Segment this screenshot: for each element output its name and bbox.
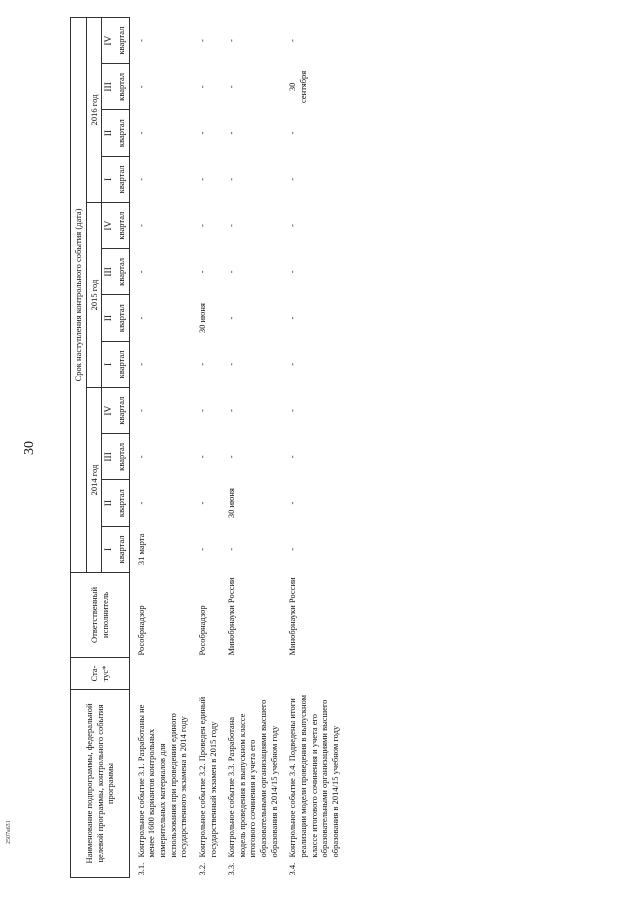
row-deadline-cell: - — [226, 455, 237, 459]
row-deadline-cell: - — [135, 501, 146, 505]
quarter-header-cell — [102, 388, 130, 434]
quarter-header-cell — [102, 341, 130, 387]
quarter-numeral: II — [104, 314, 115, 322]
row-status — [129, 658, 191, 690]
quarter-numeral: I — [104, 547, 115, 551]
row-deadline-cell: - — [287, 270, 298, 274]
header-year-2016: 2016 год — [86, 17, 102, 202]
row-deadline-cell: - — [135, 316, 146, 320]
row-deadline-cell: - — [226, 224, 237, 228]
row-deadline-cell: 30 июня — [226, 488, 237, 519]
quarter-numeral: III — [104, 452, 115, 462]
row-status — [191, 658, 220, 690]
row-number: 3.4. — [287, 862, 298, 876]
row-deadline-cell: - — [135, 39, 146, 43]
quarter-header-cell — [102, 110, 130, 156]
row-event-name: Контрольное событие 3.2. Проведен единый государственный экзамен в 2015 году — [196, 696, 218, 858]
row-deadline-cell: - — [196, 177, 207, 181]
row-deadline-cell: - — [226, 177, 237, 181]
row-deadline-cell: 30 сентября — [287, 70, 308, 103]
header-deadline: Срок наступления контрольного события (дата) — [71, 17, 87, 572]
row-deadline-cell: - — [135, 362, 146, 366]
quarter-numeral: IV — [104, 405, 115, 416]
table-body — [129, 17, 342, 877]
quarter-word: квартал — [116, 26, 127, 55]
row-deadline-cell: - — [226, 270, 237, 274]
row-deadline-cell: - — [196, 224, 207, 228]
row-deadline-cell: - — [287, 455, 298, 459]
quarter-numeral: III — [104, 267, 115, 277]
control-events-table — [70, 17, 342, 878]
row-deadline-cell: - — [287, 131, 298, 135]
quarter-word: квартал — [116, 119, 127, 148]
row-deadline-cell: 30 июня — [196, 303, 207, 334]
header-name: Наименование подпрограммы, федеральной целевой программы, контрольного события программы — [71, 690, 130, 878]
row-status — [281, 658, 342, 690]
quarter-numeral: III — [104, 82, 115, 92]
table-row — [129, 17, 191, 877]
row-deadline-cell: - — [135, 455, 146, 459]
quarter-word: квартал — [116, 165, 127, 194]
table-row — [191, 17, 220, 877]
row-deadline-cell: - — [226, 39, 237, 43]
page-number: 30 — [22, 441, 37, 455]
row-deadline-cell: - — [196, 547, 207, 551]
row-number: 3.2. — [196, 862, 207, 876]
row-deadline-cell: - — [196, 85, 207, 89]
row-executor: Рособрнадзор — [135, 605, 146, 656]
rotated-table-container — [70, 18, 640, 878]
row-deadline-cell: - — [226, 362, 237, 366]
quarter-word: квартал — [116, 350, 127, 379]
header-year-2014: 2014 год — [86, 388, 102, 573]
row-deadline-cell: 31 марта — [135, 533, 146, 566]
row-number: 3.1. — [135, 862, 146, 876]
row-deadline-cell: - — [226, 131, 237, 135]
quarter-word: квартал — [116, 211, 127, 240]
quarter-word: квартал — [116, 257, 127, 286]
row-deadline-cell: - — [135, 409, 146, 413]
quarter-header-cell — [102, 480, 130, 526]
quarter-numeral: II — [104, 499, 115, 507]
quarter-word: квартал — [116, 442, 127, 471]
row-deadline-cell: - — [196, 501, 207, 505]
row-deadline-cell: - — [135, 131, 146, 135]
row-deadline-cell: - — [226, 316, 237, 320]
quarter-numeral: I — [104, 177, 115, 181]
quarter-header-cell — [102, 434, 130, 480]
row-deadline-cell: - — [287, 224, 298, 228]
table-row — [220, 17, 281, 877]
quarter-numeral: IV — [104, 220, 115, 231]
row-deadline-cell: - — [226, 547, 237, 551]
quarter-header-cell — [102, 249, 130, 295]
quarter-word: квартал — [116, 489, 127, 518]
row-deadline-cell: - — [196, 39, 207, 43]
row-deadline-cell: - — [135, 177, 146, 181]
row-deadline-cell: - — [196, 270, 207, 274]
row-deadline-cell: - — [226, 85, 237, 89]
row-deadline-cell: - — [287, 362, 298, 366]
row-deadline-cell: - — [287, 547, 298, 551]
quarter-word: квартал — [116, 304, 127, 333]
row-deadline-cell: - — [196, 131, 207, 135]
row-deadline-cell: - — [196, 409, 207, 413]
row-executor: Рособрнадзор — [196, 605, 207, 656]
row-executor: Минобрнауки России — [287, 577, 298, 656]
quarter-header-cell — [102, 17, 130, 63]
row-number: 3.3. — [226, 862, 237, 876]
header-year-2015: 2015 год — [86, 203, 102, 388]
row-deadline-cell: - — [196, 455, 207, 459]
row-status — [220, 658, 281, 690]
row-deadline-cell: - — [226, 409, 237, 413]
quarter-numeral: II — [104, 129, 115, 137]
document-code: 2507a631 — [6, 820, 12, 844]
quarter-header-cell — [102, 295, 130, 341]
row-deadline-cell: - — [287, 316, 298, 320]
row-event-name: Контрольное событие 3.4. Подведены итоги реализации модели проведения в выпускном классе итогового сочинения и учета его образовательными организациями высшего образования в 2014/15 учебном году — [287, 694, 340, 858]
row-deadline-cell: - — [287, 501, 298, 505]
quarter-header-cell — [102, 64, 130, 110]
table-row — [281, 17, 342, 877]
quarter-header-cell — [102, 156, 130, 202]
row-event-name: Контрольное событие 3.3. Разработана модель проведения в выпускном классе итогового сочинения и учета его образовательными организациями высшего образования в 2014/15 учебном году — [226, 699, 279, 858]
quarter-header-cell — [102, 526, 130, 572]
row-executor: Минобрнауки России — [226, 577, 237, 656]
row-deadline-cell: - — [135, 224, 146, 228]
row-deadline-cell: - — [196, 362, 207, 366]
quarter-word: квартал — [116, 535, 127, 564]
row-deadline-cell: - — [287, 409, 298, 413]
row-event-name: Контрольное событие 3.1. Разработаны не менее 1600 вариантов контрольных измерительных материалов для использования при проведении единого государственного экзамена в 2014 году — [135, 704, 189, 858]
quarter-numeral: IV — [104, 35, 115, 46]
quarter-header-cell — [102, 203, 130, 249]
quarter-word: квартал — [116, 396, 127, 425]
quarter-word: квартал — [116, 72, 127, 101]
quarter-numeral: I — [104, 362, 115, 366]
row-deadline-cell: - — [135, 85, 146, 89]
row-deadline-cell: - — [287, 39, 298, 43]
header-status: Ста-тус* — [71, 658, 130, 690]
header-executor: Ответственный исполнитель — [71, 573, 130, 658]
row-deadline-cell: - — [135, 270, 146, 274]
row-deadline-cell: - — [287, 177, 298, 181]
